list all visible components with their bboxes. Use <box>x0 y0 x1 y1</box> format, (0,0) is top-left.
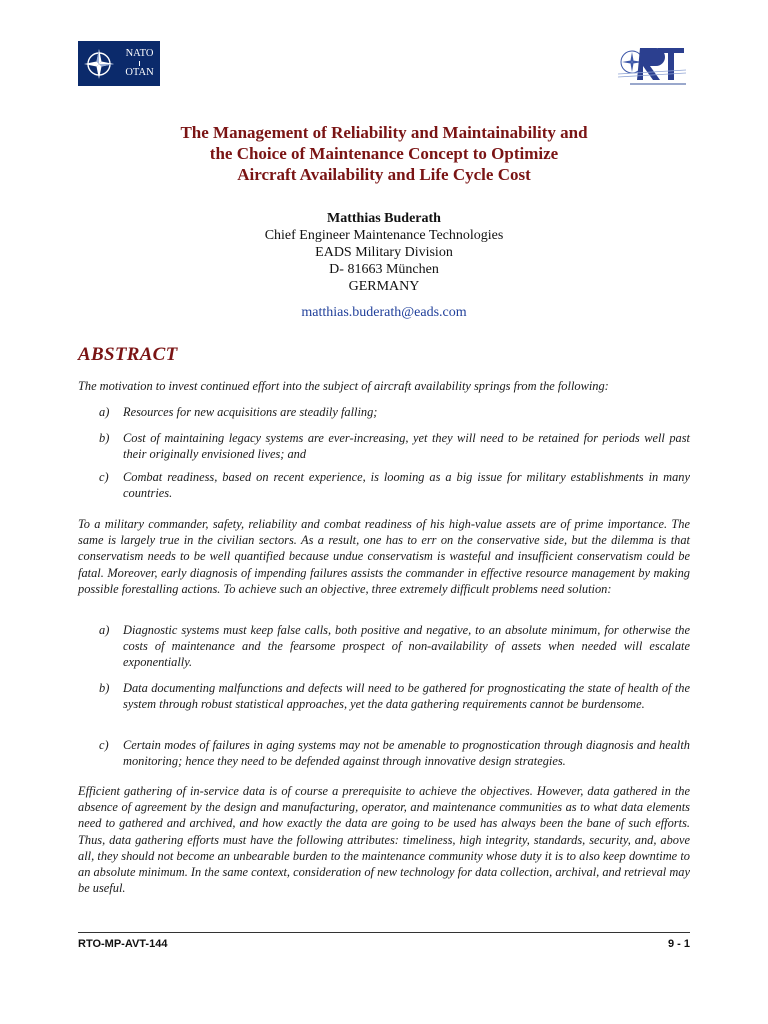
list-item-text: Resources for new acquisitions are steadily falling; <box>123 405 378 419</box>
list-marker: a) <box>99 623 110 637</box>
footer-document-id: RTO-MP-AVT-144 <box>78 938 168 950</box>
list-item <box>99 622 690 671</box>
nato-otan-wordmark <box>119 41 160 86</box>
rto-organization-logo <box>610 40 690 90</box>
abstract-paragraph-2 <box>78 516 690 597</box>
footer-page-number: 9 - 1 <box>667 938 690 950</box>
list-item <box>99 469 690 501</box>
body-paragraph: To a military commander, safety, reliability and combat readiness of his high-value assets are of prime importance. The same is largely true in the civilian sectors. As a result, one has to err on the conservative side, but the dilemma is that conservatism needs to be well quantified because undue conservatism is wasteful and insufficient conservatism could be fatal. Moreover, early diagnosis of impending failures assists the commander in effective resource management by making possible forestalling actions. To achieve such an objective, three extremely difficult problems need solution: <box>78 517 690 596</box>
nato-otan-logo <box>78 41 160 86</box>
author-email-link[interactable]: matthias.buderath@eads.com <box>301 305 467 320</box>
list-item <box>99 737 690 769</box>
nato-label: NATO <box>125 48 154 59</box>
author-country: GERMANY <box>348 279 420 294</box>
list-item-text: Data documenting malfunctions and defects will need to be gathered for prognosticating the state of health of the system through robust statistical approaches, yet the data gathering requirements cannot be burdensome. <box>123 681 690 712</box>
author-organization: EADS Military Division <box>315 245 453 260</box>
list-marker: c) <box>99 470 109 484</box>
list-item-text: Diagnostic systems must keep false calls, both positive and negative, to an absolute minimum, for otherwise the costs of maintenance and the fearsome prospect of non-availability of assets when needed will escalate exponentially. <box>123 623 690 670</box>
list-marker: b) <box>99 431 110 445</box>
list-item <box>99 680 690 712</box>
list-marker: c) <box>99 738 109 752</box>
list-item-text: Cost of maintaining legacy systems are ever-increasing, yet they will need to be retained for periods well past their originally envisioned lives; and <box>123 431 690 462</box>
list-item-text: Combat readiness, based on recent experience, is looming as a big issue for military establishments in many countries. <box>123 470 690 501</box>
list-marker: b) <box>99 681 110 695</box>
body-paragraph: Efficient gathering of in-service data is of course a prerequisite to achieve the objectives. However, data gathered in the absence of agreement by the design and manufacturing, operator, and maintenance communities as to what data elements need to gathered and archived, and how exactly the data are going to be used has always been the bane of such efforts. Thus, data gathering efforts must have the following attributes: timeliness, high integrity, standards, security, and, above all, they should not become an unbearable burden to the maintenance community whose duty it is to also keep downtime to an absolute minimum. In the same context, consideration of new technology for data collection, archival, and retrieval may be useful. <box>78 784 690 896</box>
intro-paragraph: The motivation to invest continued effort into the subject of aircraft availability springs from the following: <box>78 379 609 393</box>
author-city: D- 81663 München <box>329 262 439 277</box>
title-line: The Management of Reliability and Maintainability and <box>180 123 588 142</box>
nato-compass-icon <box>78 41 119 86</box>
otan-label: OTAN <box>125 67 154 78</box>
abstract-heading: ABSTRACT <box>78 344 178 365</box>
footer-rule <box>78 932 690 933</box>
title-line: Aircraft Availability and Life Cycle Cost <box>237 165 531 184</box>
author-name: Matthias Buderath <box>327 211 441 226</box>
title-line: the Choice of Maintenance Concept to Optimize <box>209 144 559 163</box>
abstract-intro <box>78 378 690 394</box>
author-position: Chief Engineer Maintenance Technologies <box>264 228 504 243</box>
author-block <box>80 210 688 295</box>
list-item <box>99 430 690 462</box>
list-item-text: Certain modes of failures in aging systems may not be amenable to prognostication through diagnosis and health monitoring; hence they need to be defended against through innovative design strategies. <box>123 738 690 769</box>
list-marker: a) <box>99 405 110 419</box>
list-item <box>99 404 690 420</box>
abstract-paragraph-3 <box>78 783 690 896</box>
paper-title <box>80 122 688 185</box>
